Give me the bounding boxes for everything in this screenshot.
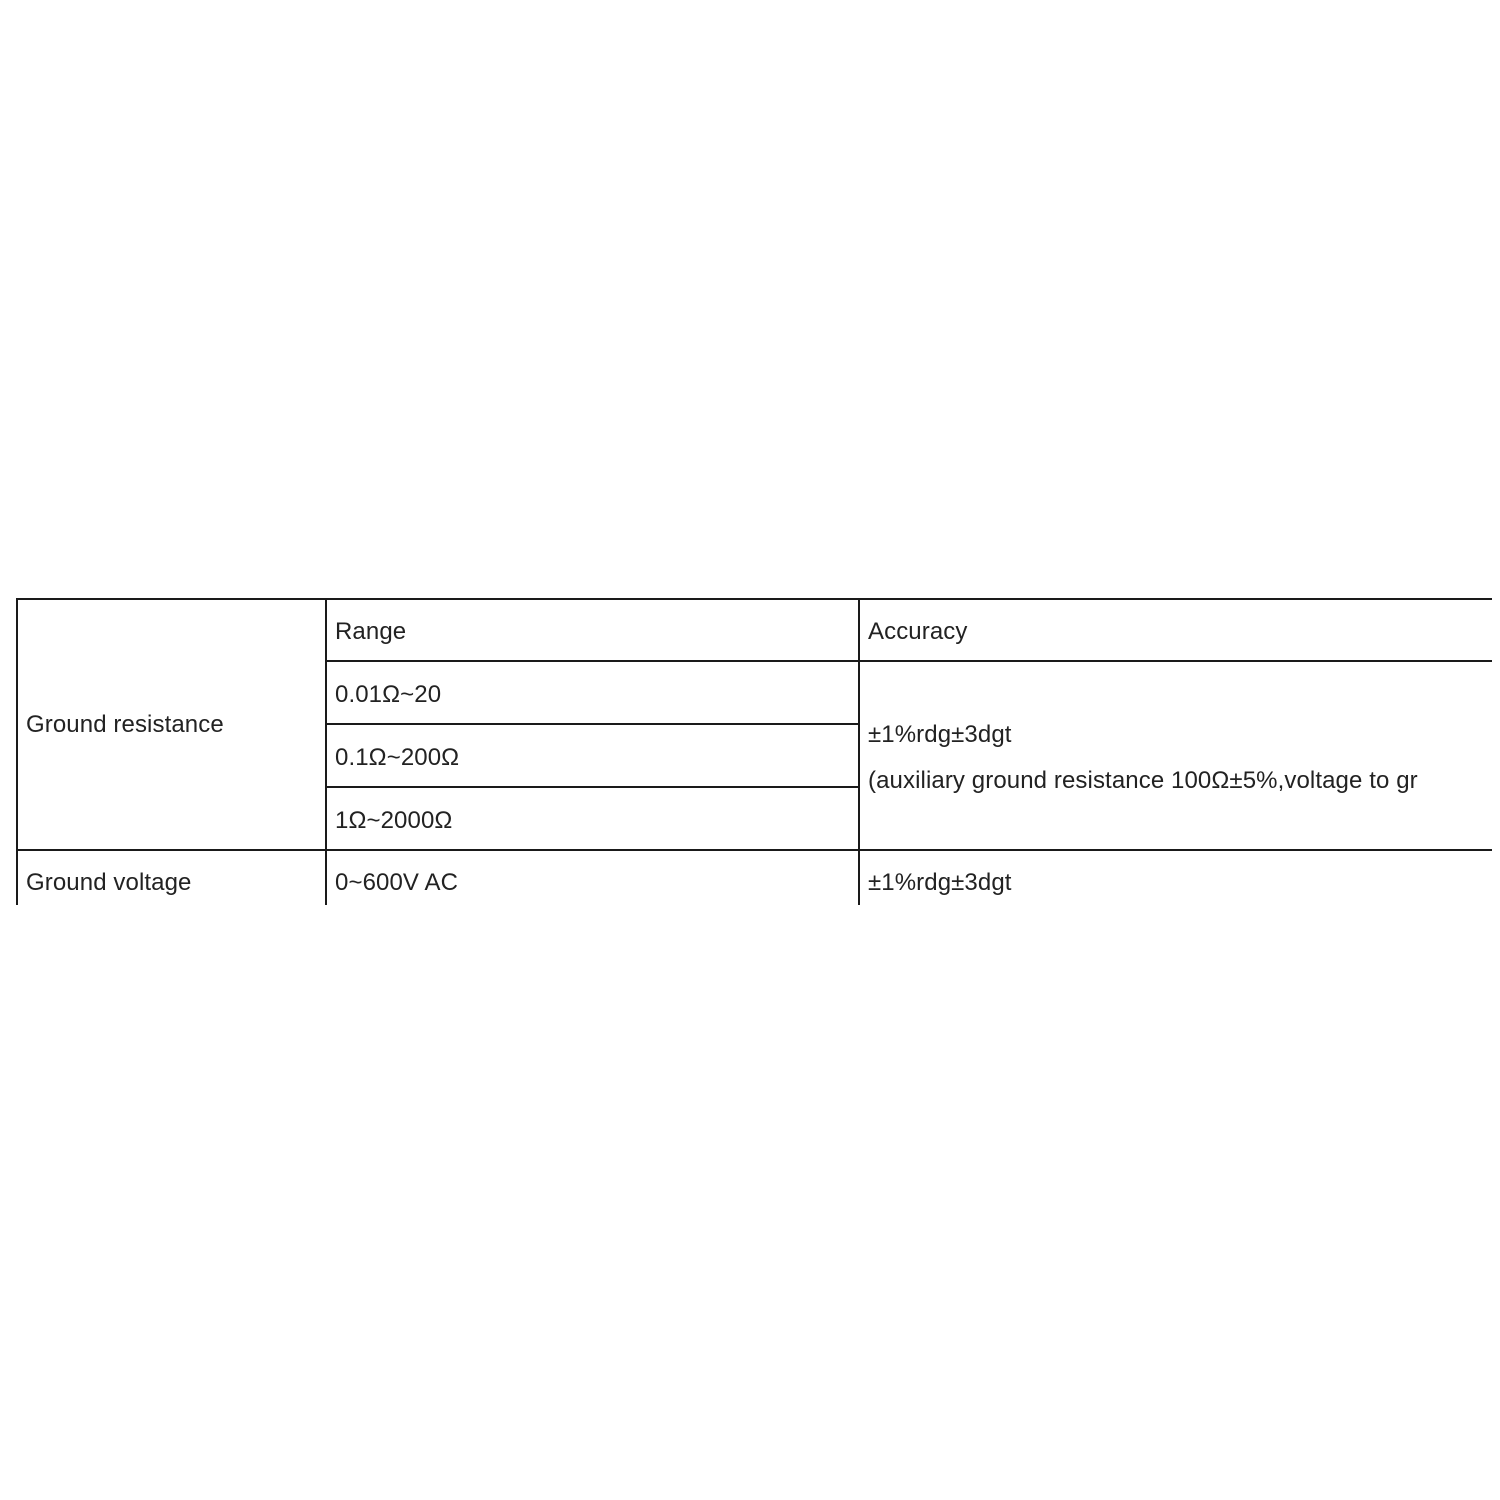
range-value: 0~600V AC — [335, 869, 458, 896]
accuracy-value: ±1%rdg±3dgt — [868, 721, 1012, 748]
column-divider — [858, 598, 860, 905]
header-bottom-border — [325, 660, 1492, 662]
range-value: 0.01Ω~20 — [335, 681, 442, 708]
parameter-ground-voltage: Ground voltage — [26, 869, 192, 896]
accuracy-value: ±1%rdg±3dgt — [868, 869, 1012, 896]
column-divider — [325, 598, 327, 905]
range-value: 1Ω~2000Ω — [335, 807, 453, 834]
range-value: 0.1Ω~200Ω — [335, 744, 460, 771]
section-divider — [16, 849, 1492, 851]
table-top-border — [16, 598, 1492, 600]
header-range: Range — [335, 618, 407, 645]
accuracy-note: (auxiliary ground resistance 100Ω±5%,voltage to gr — [868, 767, 1418, 794]
header-accuracy: Accuracy — [868, 618, 968, 645]
table-left-border — [16, 598, 18, 905]
range-row-divider — [325, 786, 859, 788]
spec-table — [16, 598, 1492, 905]
parameter-ground-resistance: Ground resistance — [26, 711, 224, 738]
range-row-divider — [325, 723, 859, 725]
